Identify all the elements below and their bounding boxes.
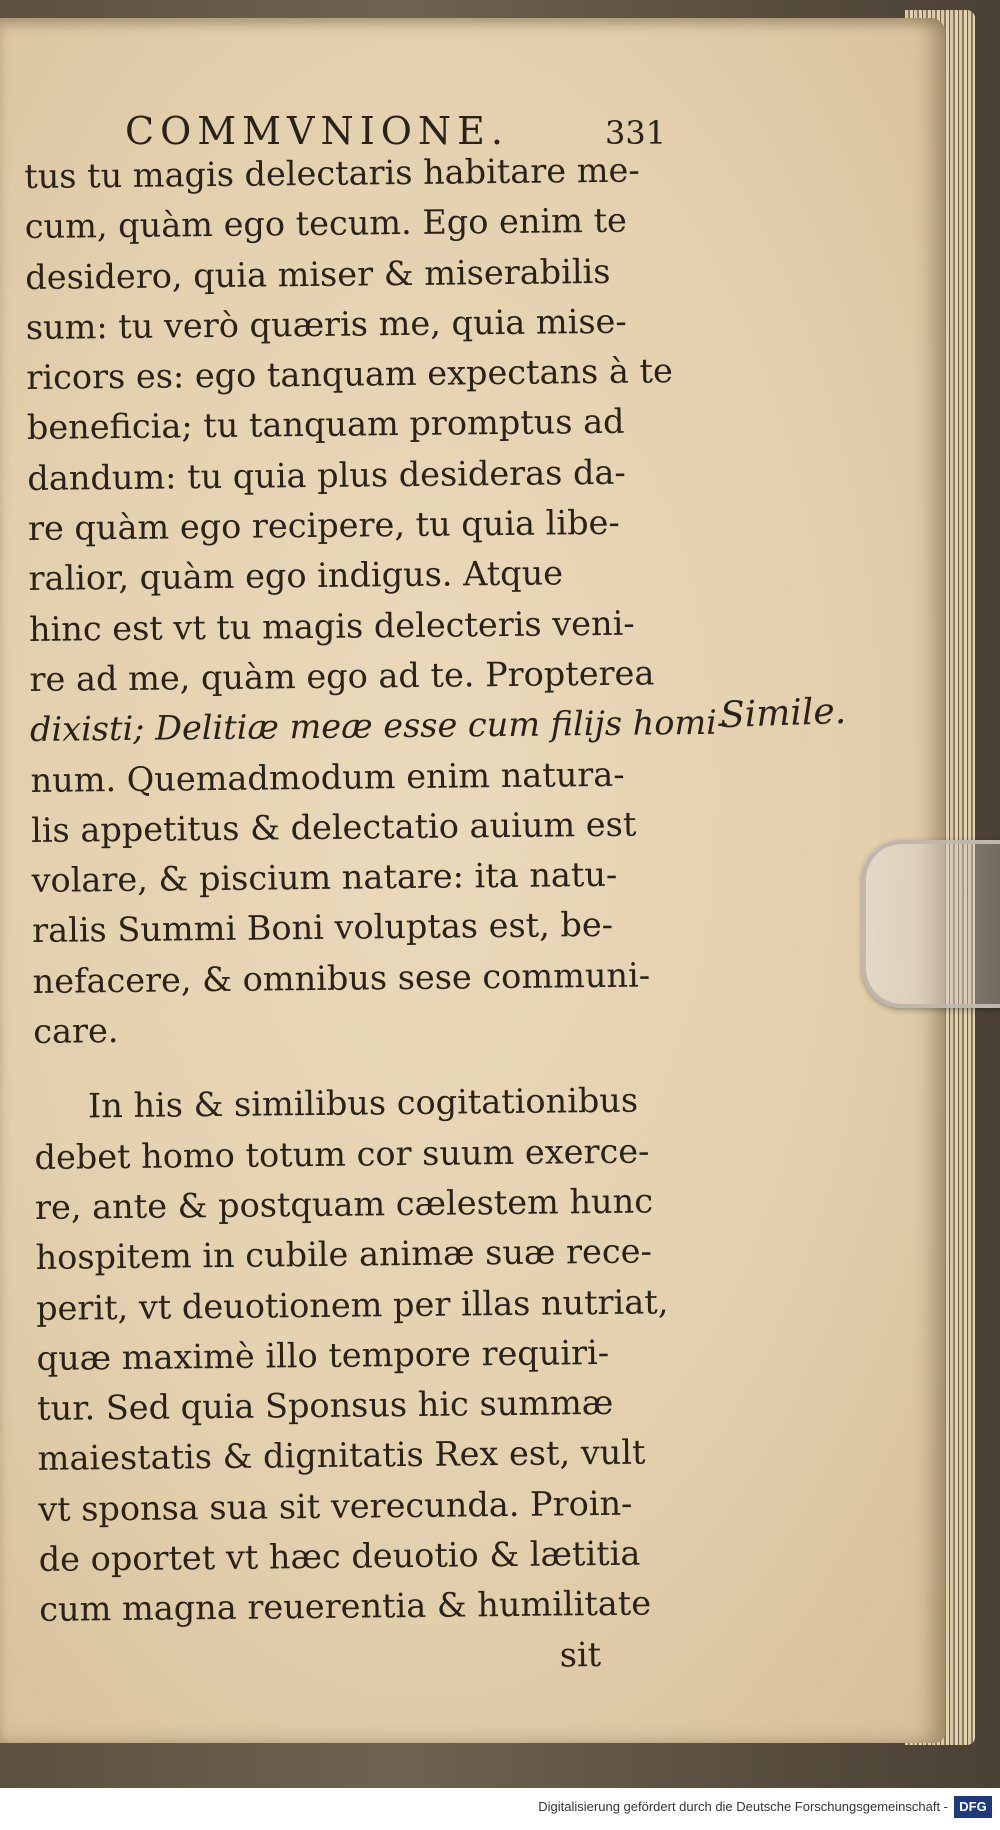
text-line: tus tu magis delectaris habitare me- (24, 150, 640, 196)
text-line: tur. Sed quia Sponsus hic summæ (36, 1383, 614, 1429)
body-text (24, 145, 729, 1686)
book-page (0, 18, 945, 1743)
catchword: sit (559, 1634, 602, 1675)
text-line: hinc est vt tu magis delecteris veni- (28, 603, 635, 649)
text-line: debet homo totum cor suum exerce- (34, 1131, 650, 1177)
text-line: volare, & piscium natare: ita natu- (31, 854, 618, 901)
text-line: ralis Summi Boni voluptas est, be- (31, 905, 614, 951)
text-line: num. Quemadmodum enim natura- (30, 754, 625, 800)
text-line: dixisti; Delitiæ meæ esse cum filijs homi- (29, 702, 729, 750)
text-line: re, ante & postquam cælestem hunc (34, 1181, 654, 1227)
text-line: lis appetitus & delectatio auium est (30, 804, 637, 850)
text-line: vt sponsa sua sit verecunda. Proin- (38, 1483, 633, 1529)
dfg-logo-icon: DFG (954, 1796, 992, 1818)
margin-note: Simile. (719, 690, 847, 737)
text-line: re ad me, quàm ego ad te. Propterea (29, 653, 655, 699)
text-line: beneficia; tu tanquam promptus ad (26, 402, 625, 448)
text-line: desidero, quia miser & miserabilis (25, 251, 611, 297)
text-line: dandum: tu quia plus desideras da- (27, 452, 626, 498)
text-line: perit, vt deuotionem per illas nutriat, (35, 1281, 669, 1328)
text-line: ralior, quàm ego indigus. Atque (28, 553, 564, 599)
text-line: cum magna reuerentia & humilitate (39, 1583, 652, 1630)
text-line: nefacere, & omnibus sese communi- (32, 955, 651, 1001)
page-clip (862, 840, 1000, 1008)
text-line: sum: tu verò quæris me, quia mise- (25, 301, 627, 347)
text-line: cum, quàm ego tecum. Ego enim te (24, 200, 628, 247)
text-line: de oportet vt hæc deuotio & lætitia (38, 1533, 641, 1579)
text-line: re quàm ego recipere, tu quia libe- (27, 502, 620, 549)
running-title: COMMVNIONE. (125, 109, 509, 153)
text-line: hospitem in cubile animæ suæ rece- (35, 1231, 652, 1278)
text-line: In his & similibus cogitationibus (87, 1080, 639, 1126)
text-line: maiestatis & dignitatis Rex est, vult (37, 1432, 646, 1479)
funding-credit: Digitalisierung gefördert durch die Deutsche Forschungsgemeinschaft - (538, 1799, 948, 1814)
text-line: care. (33, 1011, 119, 1051)
page-number: 331 (605, 114, 667, 152)
text-line: ricors es: ego tanquam expectans à te (26, 351, 674, 398)
text-line: quæ maximè illo tempore requiri- (36, 1332, 610, 1378)
footer-bar (0, 1788, 1000, 1830)
